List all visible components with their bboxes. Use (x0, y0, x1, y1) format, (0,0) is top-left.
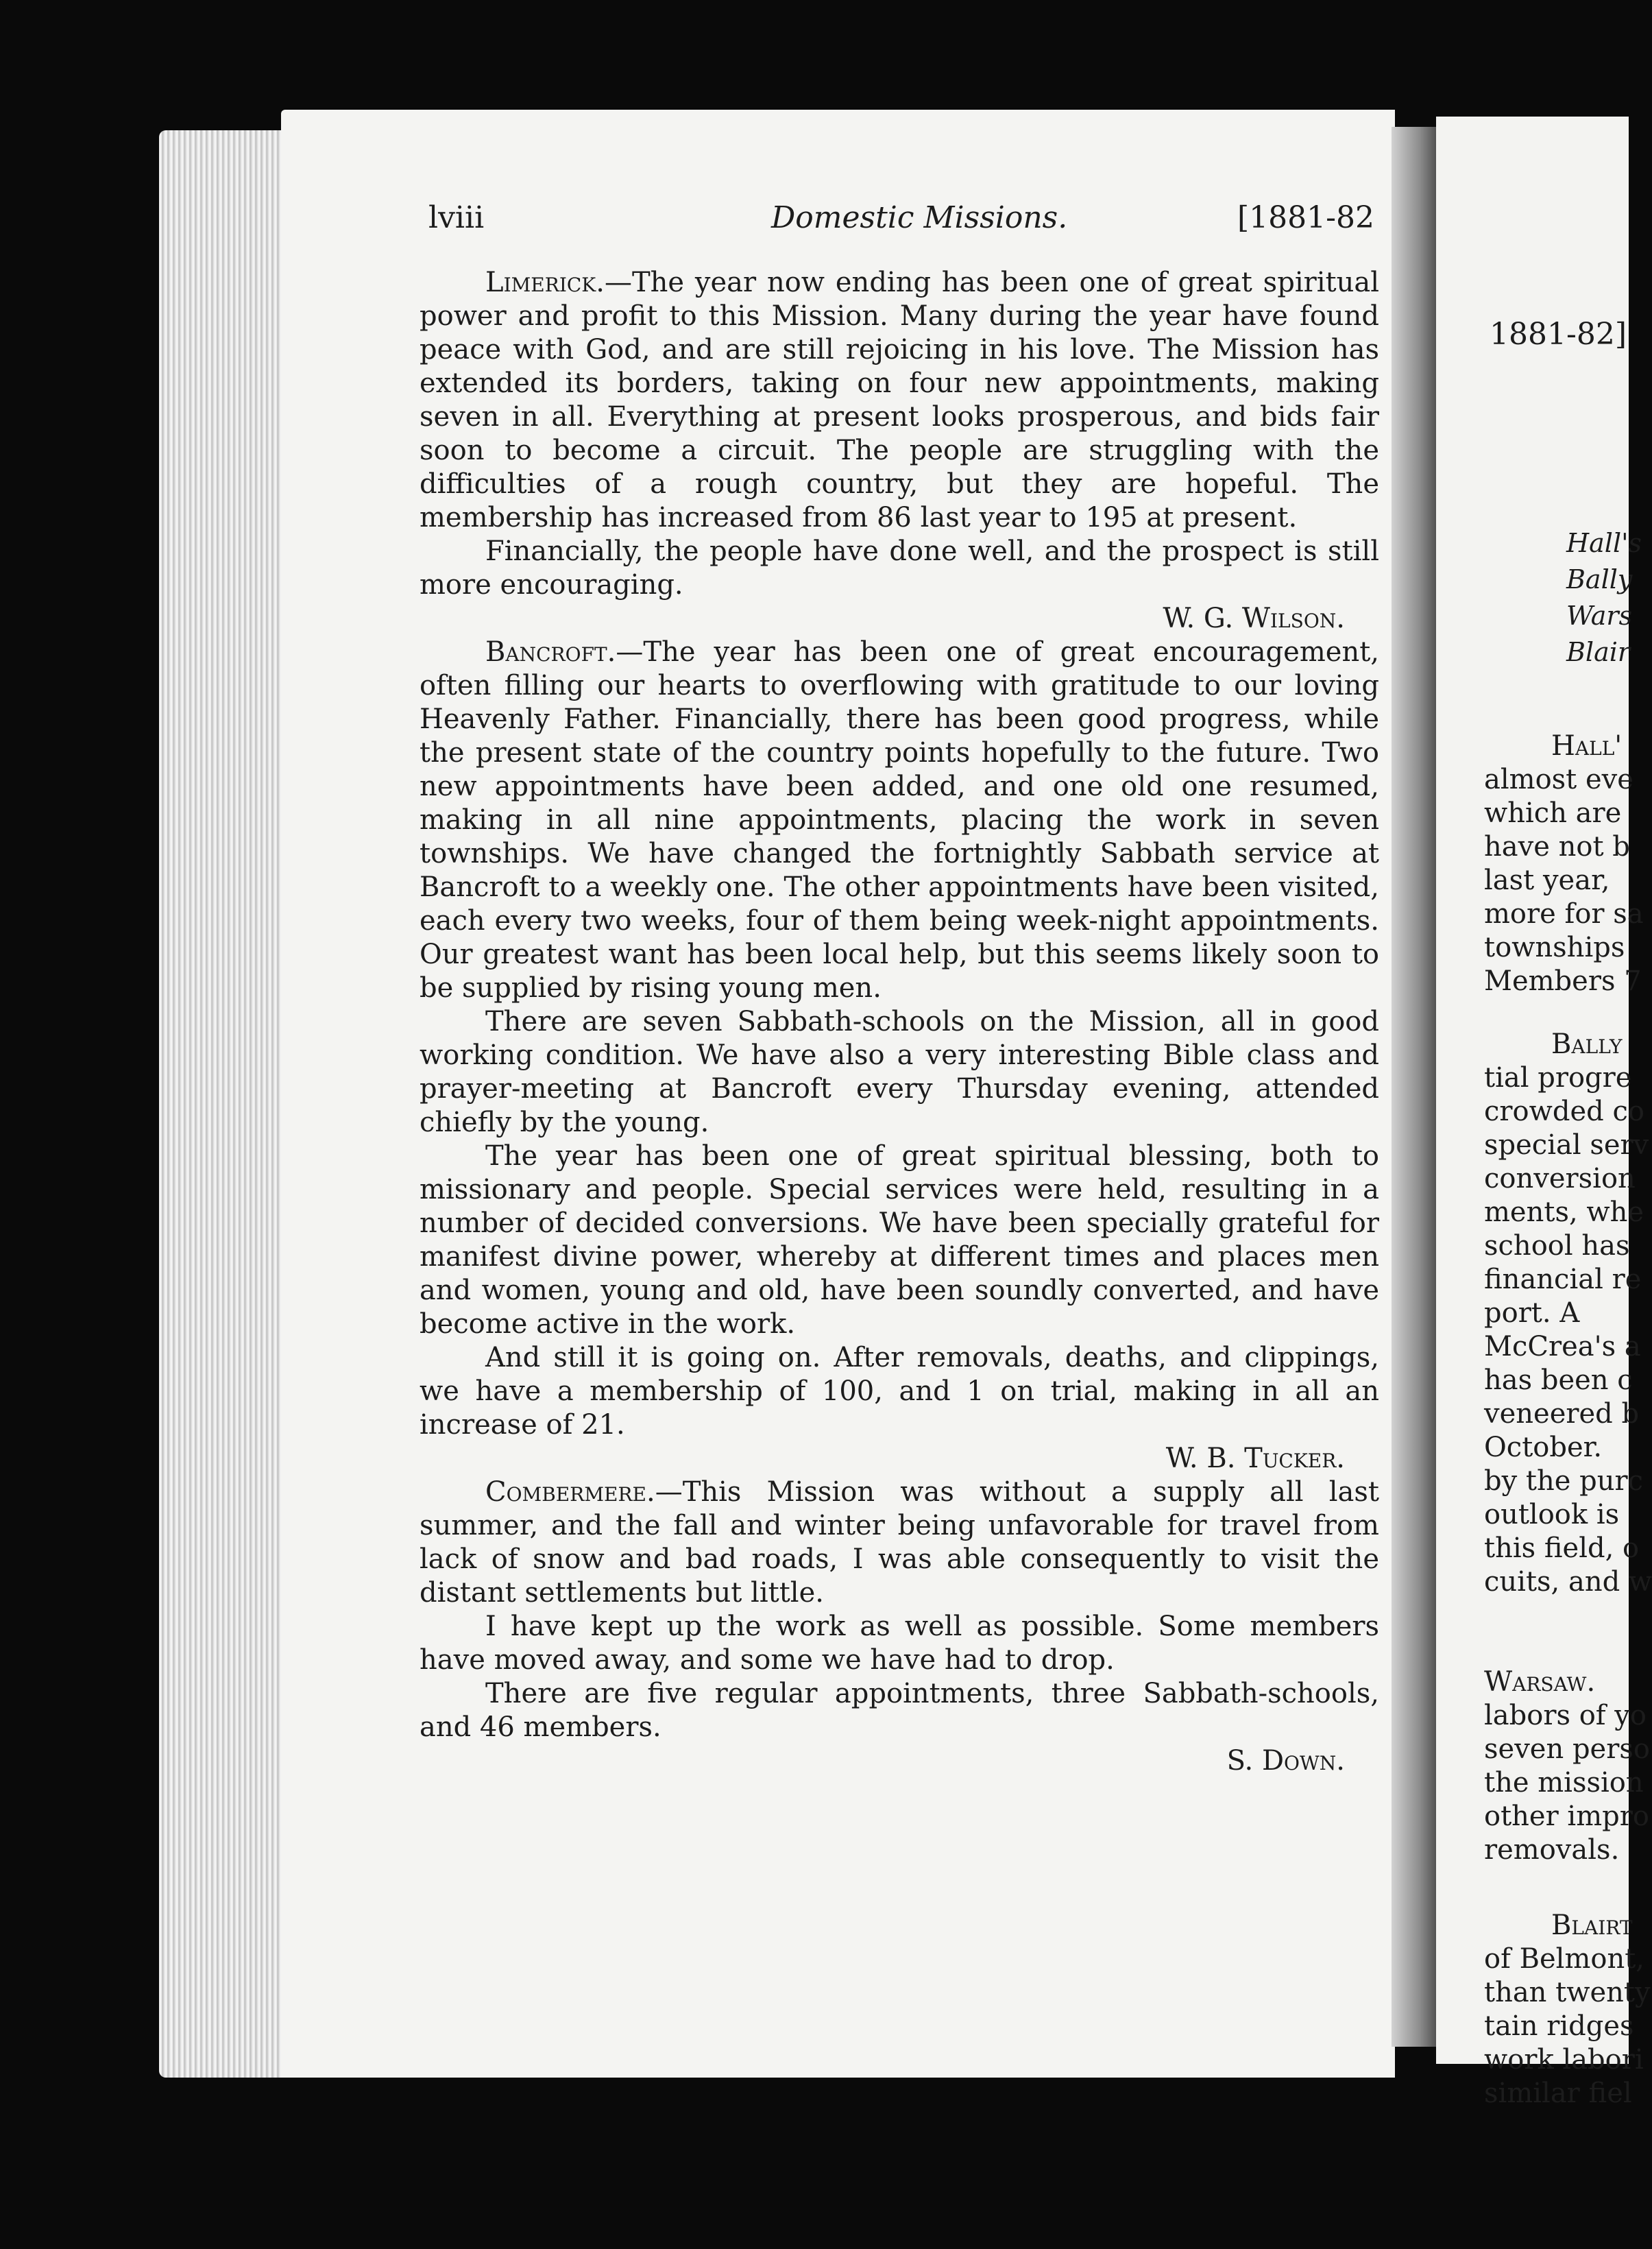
right-fragment: Hall' (1551, 730, 1623, 762)
right-fragment: labors of yo (1484, 1700, 1647, 1731)
page-body (420, 266, 1379, 1778)
right-fragment: Members 7 (1484, 965, 1642, 997)
book-gutter (1392, 127, 1443, 2047)
page-year: [1881-82 (1237, 200, 1374, 235)
paragraph-text: —This Mission was without a supply all last summer, and the fall and winter being unfavorable for travel from lack of snow and bad roads, I was able consequently to visit the distant settlements but little. (420, 1476, 1379, 1609)
paragraph (420, 266, 1379, 535)
right-page (1436, 117, 1652, 2109)
paragraph-text: I have kept up the work as well as possible. Some members have moved away, and some we have had to drop. (420, 1611, 1379, 1676)
signature: S. Down. (1226, 1745, 1345, 1777)
running-title: Domestic Missions. (771, 200, 1068, 235)
right-fragment: ments, whe (1484, 1196, 1644, 1228)
right-list-item: Bally (1566, 564, 1633, 594)
paragraph-text: The year has been one of great spiritual blessing, both to missionary and people. Special services were held, resulting in a number of decided conversions. We have been specially grateful for manifest divine power, whereby at different times and places men and women, young and old, have been soundly converted, and have become active in the work. (420, 1140, 1379, 1340)
paragraph (420, 535, 1379, 602)
signature: W. G. Wilson. (1163, 603, 1345, 634)
right-list-item: Wars (1566, 601, 1633, 631)
right-fragment: veneered b (1484, 1398, 1640, 1430)
right-fragment: other impro (1484, 1801, 1649, 1832)
paragraph (420, 1677, 1379, 1744)
paragraph (420, 1610, 1379, 1677)
right-fragment: the mission (1484, 1767, 1644, 1799)
paragraph (420, 636, 1379, 1005)
right-fragment: port. A (1484, 1297, 1580, 1329)
right-fragment: outlook is (1484, 1499, 1620, 1530)
paragraph-text: And still it is going on. After removals, deaths, and clippings, we have a membership of 100, and 1 on trial, making in all an increase of 21. (420, 1342, 1379, 1441)
paragraph (420, 1341, 1379, 1442)
right-fragment: Bally (1551, 1029, 1623, 1060)
book-page-edges (159, 130, 289, 2078)
right-page-year: 1881-82] (1490, 317, 1627, 352)
right-fragment: than twenty (1484, 1977, 1651, 2008)
right-fragment: financial re (1484, 1264, 1642, 1295)
right-fragment: McCrea's a (1484, 1331, 1641, 1362)
right-fragment: have not b (1484, 831, 1630, 863)
section-heading: Combermere. (485, 1476, 655, 1508)
paragraph-text: There are five regular appointments, three Sabbath-schools, and 46 members. (420, 1678, 1379, 1743)
right-fragment: townships (1484, 932, 1625, 963)
right-fragment: Blairt (1551, 1910, 1633, 1941)
section-heading: Limerick. (485, 267, 605, 298)
section-heading: Bancroft. (485, 636, 616, 668)
right-list-item: Blair (1566, 637, 1631, 667)
right-fragment: similar fiel (1484, 2078, 1632, 2109)
right-fragment: seven perso (1484, 1733, 1650, 1765)
page-number: lviii (428, 200, 485, 235)
right-fragment: removals. (1484, 1834, 1620, 1866)
right-fragment: of Belmont, (1484, 1943, 1645, 1975)
right-fragment: school has (1484, 1230, 1630, 1262)
paragraph (420, 1140, 1379, 1341)
right-fragment: October. (1484, 1432, 1603, 1463)
paragraph-text: Financially, the people have done well, and the prospect is still more encouraging. (420, 536, 1379, 601)
right-fragment: special serv (1484, 1129, 1649, 1161)
right-fragment: has been c (1484, 1364, 1633, 1396)
signature: W. B. Tucker. (1165, 1443, 1345, 1474)
right-fragment: almost eve (1484, 764, 1633, 795)
right-fragment: conversion (1484, 1163, 1636, 1194)
right-fragment: Warsaw. (1484, 1666, 1596, 1698)
right-fragment: crowded co (1484, 1096, 1644, 1127)
paragraph (420, 1005, 1379, 1140)
right-fragment: tain ridges (1484, 2010, 1634, 2042)
right-fragment: tial progre (1484, 1062, 1632, 1094)
right-fragment: by the purc (1484, 1465, 1644, 1497)
paragraph-text: —The year has been one of great encouragement, often filling our hearts to overflowing with gratitude to our loving Heavenly Father. Financially, there has been good progress, while the present state of the country points hopefully to the future. Two new appointments have been added, and one old one resumed, making in all nine appointments, placing the work in seven townships. We have changed the fortnightly Sabbath service at Bancroft to a weekly one. The other appointments have been visited, each every two weeks, four of them being week-night appointments. Our greatest want has been local help, but this seems likely soon to be supplied by rising young men. (420, 636, 1379, 1004)
right-fragment: last year, (1484, 865, 1610, 896)
right-fragment: this field, o (1484, 1532, 1640, 1564)
paragraph (420, 1476, 1379, 1610)
paragraph-text: —The year now ending has been one of great spiritual power and profit to this Mission. Many during the year have found peace with God, and are still rejoicing in his love. The Mission has extended its borders, taking on four new appointments, making seven in all. Everything at present looks prosperous, and bids fair soon to become a circuit. The people are struggling with the difficulties of a rough country, but they are hopeful. The membership has increased from 86 last year to 195 at present. (420, 267, 1379, 533)
right-fragment: more for sa (1484, 898, 1644, 930)
right-fragment: which are (1484, 797, 1622, 829)
paragraph-text: There are seven Sabbath-schools on the Mission, all in good working condition. We have also a very interesting Bible class and prayer-meeting at Bancroft every Thursday evening, attended chiefly by the young. (420, 1006, 1379, 1138)
page-header (428, 200, 1381, 241)
right-list-item: Hall's (1566, 528, 1642, 558)
right-fragment: work labori (1484, 2044, 1644, 2076)
right-fragment: cuits, and w (1484, 1566, 1652, 1598)
